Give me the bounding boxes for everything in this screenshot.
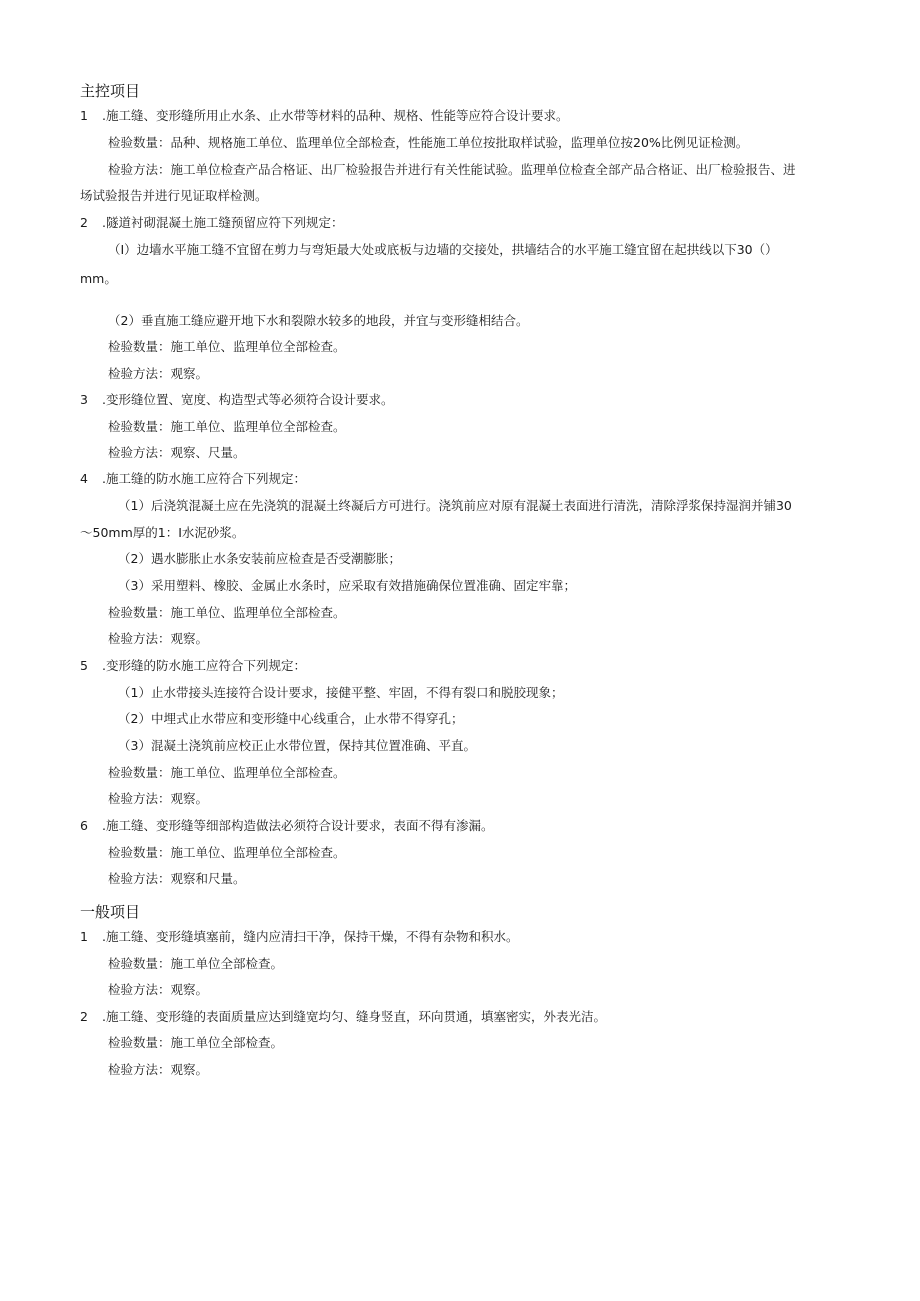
main-item-1 xyxy=(80,108,568,124)
inspection-quantity: 检验数量：品种、规格施工单位、监理单位全部检查，性能施工单位按批取样试验，监理单位按20%比例见证检测。 xyxy=(108,135,749,150)
item-number: 1 xyxy=(80,929,88,944)
sub-clause-2: （2）垂直施工缝应避开地下水和裂隙水较多的地段，并宜与变形缝相结合。 xyxy=(108,313,529,328)
sub-clause-1-line-2: mm。 xyxy=(80,271,117,286)
main-item-2 xyxy=(80,215,343,231)
general-item-1 xyxy=(80,929,518,945)
item-number: 3 xyxy=(80,392,88,407)
item-text: .隧道衬砌混凝土施工缝预留应符下列规定： xyxy=(102,215,344,230)
main-item-6 xyxy=(80,818,493,834)
general-item-2 xyxy=(80,1009,606,1025)
inspection-method: 检验方法：观察。 xyxy=(108,631,209,646)
sub-clause-1: （1）止水带接头连接符合设计要求，接健平整、牢固，不得有裂口和脱胶现象； xyxy=(118,685,564,700)
inspection-method: 检验方法：观察和尺量。 xyxy=(108,871,246,886)
item-number: 2 xyxy=(80,215,88,230)
item-text: .变形缝的防水施工应符合下列规定： xyxy=(102,658,306,673)
inspection-quantity: 检验数量：施工单位、监理单位全部检查。 xyxy=(108,419,346,434)
item-text: .施工缝、变形缝所用止水条、止水带等材料的品种、规格、性能等应符合设计要求。 xyxy=(102,108,569,123)
inspection-quantity: 检验数量：施工单位、监理单位全部检查。 xyxy=(108,765,346,780)
item-text: .施工缝、变形缝填塞前，缝内应清扫干净，保持干燥，不得有杂物和积水。 xyxy=(102,929,519,944)
item-number: 2 xyxy=(80,1009,88,1024)
main-item-3 xyxy=(80,392,393,408)
item-number: 5 xyxy=(80,658,88,673)
main-item-5 xyxy=(80,658,306,674)
inspection-method: 检验方法：观察。 xyxy=(108,791,209,806)
sub-clause-1-line-1: （I）边墙水平施工缝不宜留在剪力与弯矩最大处或底板与边墙的交接处，拱墙结合的水平施工缝宜留在起拱线以下30（） xyxy=(108,242,778,257)
inspection-method: 检验方法：观察。 xyxy=(108,366,209,381)
item-number: 6 xyxy=(80,818,88,833)
inspection-method-line-2: 场试验报告并进行见证取样检测。 xyxy=(80,188,268,203)
item-text: .施工缝、变形缝的表面质量应达到缝宽均匀、缝身竖直，环向贯通，填塞密实，外表光洁。 xyxy=(102,1009,606,1024)
sub-clause-3: （3）采用塑料、橡胶、金属止水条时，应采取有效措施确保位置准确、固定牢靠； xyxy=(118,578,576,593)
inspection-method: 检验方法：观察。 xyxy=(108,982,209,997)
item-text: .施工缝的防水施工应符合下列规定： xyxy=(102,471,306,486)
item-number: 1 xyxy=(80,108,88,123)
inspection-method: 检验方法：观察。 xyxy=(108,1062,209,1077)
section-heading-main: 主控项目 xyxy=(80,82,141,100)
inspection-method-line-1: 检验方法：施工单位检查产品合格证、出厂检验报告并进行有关性能试验。监理单位检查全部产品合格证、出厂检验报告、进 xyxy=(108,162,796,177)
sub-clause-2: （2）遇水膨胀止水条安装前应检查是否受潮膨胀； xyxy=(118,551,401,566)
sub-clause-1-line-1: （1）后浇筑混凝土应在先浇筑的混凝土终凝后方可进行。浇筑前应对原有混凝土表面进行清洗，清除浮浆保持湿润并铺30 xyxy=(118,498,792,513)
item-text: .变形缝位置、宽度、构造型式等必须符合设计要求。 xyxy=(102,392,394,407)
inspection-method: 检验方法：观察、尺量。 xyxy=(108,445,246,460)
sub-clause-2: （2）中埋式止水带应和变形缝中心线重合，止水带不得穿孔； xyxy=(118,711,464,726)
sub-clause-3: （3）混凝土浇筑前应校正止水带位置，保持其位置准确、平直。 xyxy=(118,738,476,753)
inspection-quantity: 检验数量：施工单位、监理单位全部检查。 xyxy=(108,845,346,860)
item-number: 4 xyxy=(80,471,88,486)
inspection-quantity: 检验数量：施工单位全部检查。 xyxy=(108,1035,284,1050)
section-heading-general: 一般项目 xyxy=(80,903,141,921)
inspection-quantity: 检验数量：施工单位全部检查。 xyxy=(108,956,284,971)
main-item-4 xyxy=(80,471,306,487)
item-text: .施工缝、变形缝等细部构造做法必须符合设计要求，表面不得有渗漏。 xyxy=(102,818,494,833)
sub-clause-1-line-2: ～50mm厚的1：I水泥砂浆。 xyxy=(80,525,245,540)
inspection-quantity: 检验数量：施工单位、监理单位全部检查。 xyxy=(108,339,346,354)
inspection-quantity: 检验数量：施工单位、监理单位全部检查。 xyxy=(108,605,346,620)
